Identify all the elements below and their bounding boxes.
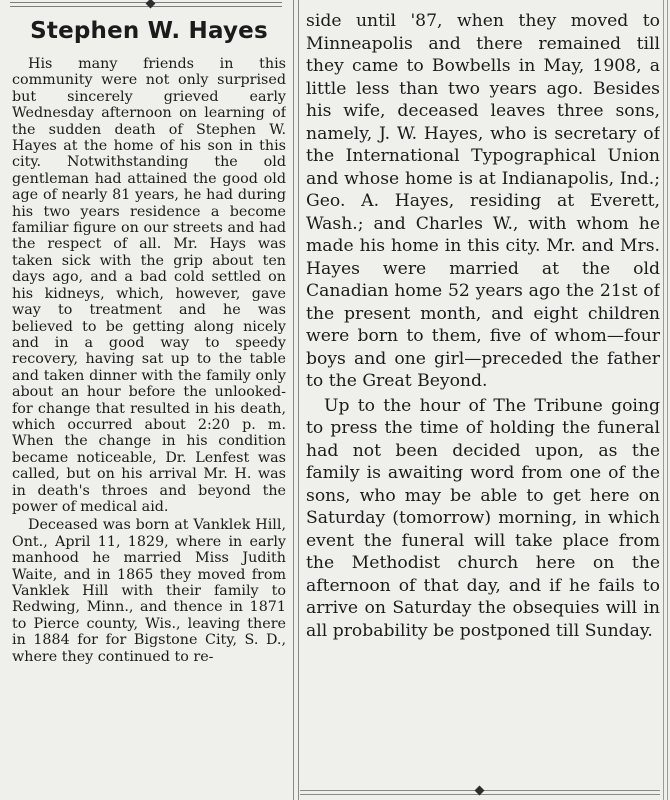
ornament-diamond-icon — [146, 0, 156, 8]
right-column — [306, 10, 660, 642]
paragraph-2: Deceased was born at Vanklek Hill, Ont., April 11, 1829, where in early manhood he married Miss Judith Waite, and in 1865 they moved from Vanklek Hill with their family to Redwing, Minn., and thence in 1871 to Pierce county, Wis., leaving there in 1884 for for Bigstone City, S. D., where they continued to re- — [12, 517, 286, 665]
paragraph-1: His many friends in this community were not only surprised but sincerely grieved early Wednesday afternoon on learning of the sudden death of Stephen W. Hayes at the home of his son in this city. Notwithstanding the old gentleman had attained the good old age of nearly 81 years, he had during his two years residence a become familiar figure on our streets and had the respect of all. Mr. Hays was taken sick with the grip about ten days ago, and a bad cold settled on his kidneys, which, however, gave way to treatment and he was believed to be getting along nicely and in a good way to speedy recovery, having sat up to the table and taken dinner with the family only about an hour before the unlooked-for change that resulted in his death, which occurred about 2:20 p. m. When the change in his condition became noticeable, Dr. Lenfest was called, but on his arrival Mr. H. was in death's throes and beyond the power of medical aid. — [12, 56, 286, 515]
article-headline: Stephen W. Hayes — [30, 18, 268, 44]
paragraph-3: Up to the hour of The Tribune going to press the time of holding the funeral had not been decided upon, as the family is awaiting word from one of the sons, who may be able to get here on Saturday (tomorrow) morning, in which event the funeral will take place from the Methodist church here on the afternoon of that day, and if he fails to arrive on Saturday the obsequies will in all probability be postponed till Sunday. — [306, 395, 660, 641]
paragraph-2-continued: side until '87, when they moved to Minneapolis and there remained till they came to Bowbells in May, 1908, a little less than two years ago. Besides his wife, deceased leaves three sons, namely, J. W. Hayes, who is secretary of the International Typographical Union and whose home is at Indianapolis, Ind.; Geo. A. Hayes, residing at Everett, Wash.; and Charles W., with whom he made his home in this city. Mr. and Mrs. Hayes were married at the old Canadian home 52 years ago the 21st of the present month, and eight children were born to them, five of whom—four boys and one girl—preceded the father to the Great Beyond. — [306, 11, 660, 391]
left-column — [12, 14, 286, 665]
column-divider — [293, 0, 299, 800]
right-edge-rule — [663, 0, 668, 800]
